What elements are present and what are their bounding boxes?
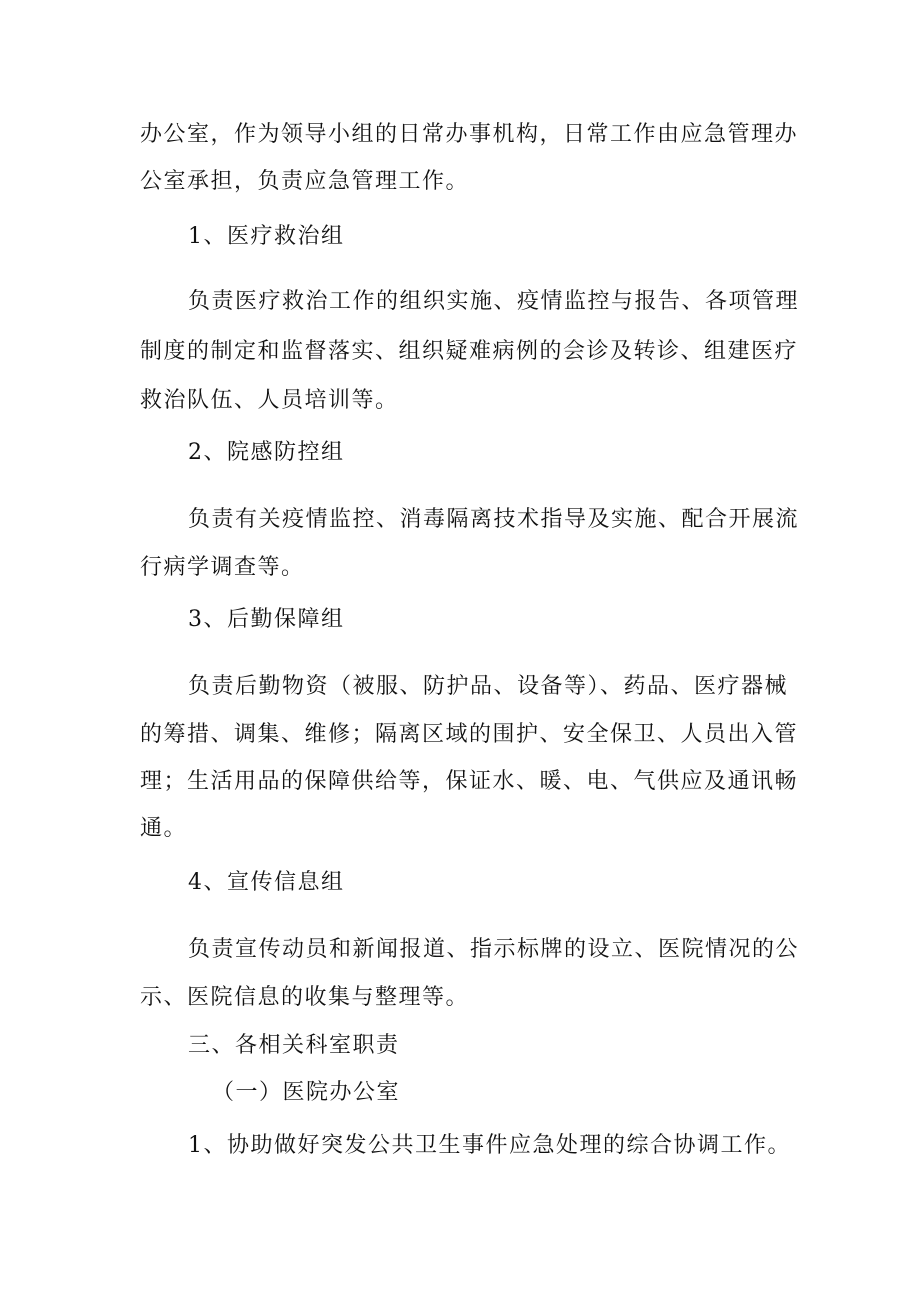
paragraph-line: 示、医院信息的收集与整理等。 (140, 985, 470, 1010)
paragraph-line: 行病学调查等。 (140, 555, 305, 580)
paragraph-line: 负责医疗救治工作的组织实施、疫情监控与报告、各项管理 (188, 289, 800, 314)
section-heading: 2、院感防控组 (188, 440, 345, 465)
paragraph-line: 办公室，作为领导小组的日常办事机构，日常工作由应急管理办 (140, 122, 799, 147)
paragraph-line: 1、协助做好突发公共卫生事件应急处理的综合协调工作。 (188, 1133, 791, 1158)
paragraph-line: 救治队伍、人员培训等。 (140, 388, 399, 413)
paragraph-line: 负责宣传动员和新闻报道、指示标牌的设立、医院情况的公 (188, 937, 800, 962)
paragraph-line: 的筹措、调集、维修；隔离区域的围护、安全保卫、人员出入管 (140, 722, 799, 747)
paragraph-line: 理；生活用品的保障供给等，保证水、暖、电、气供应及通讯畅 (140, 769, 799, 794)
paragraph-line: 制度的制定和监督落实、组织疑难病例的会诊及转诊、组建医疗 (140, 339, 799, 364)
subsection-heading: （一）医院办公室 (212, 1080, 401, 1105)
paragraph-line: 负责后勤物资（被服、防护品、设备等）、药品、医疗器械 (188, 674, 789, 699)
section-heading: 3、后勤保障组 (188, 607, 345, 632)
section-heading: 4、宣传信息组 (188, 870, 345, 895)
paragraph-line: 公室承担，负责应急管理工作。 (140, 169, 470, 194)
paragraph-line: 负责有关疫情监控、消毒隔离技术指导及实施、配合开展流 (188, 507, 800, 532)
paragraph-line: 通。 (140, 816, 188, 841)
section-heading: 1、医疗救治组 (188, 224, 345, 249)
section-heading: 三、各相关科室职责 (188, 1033, 400, 1058)
